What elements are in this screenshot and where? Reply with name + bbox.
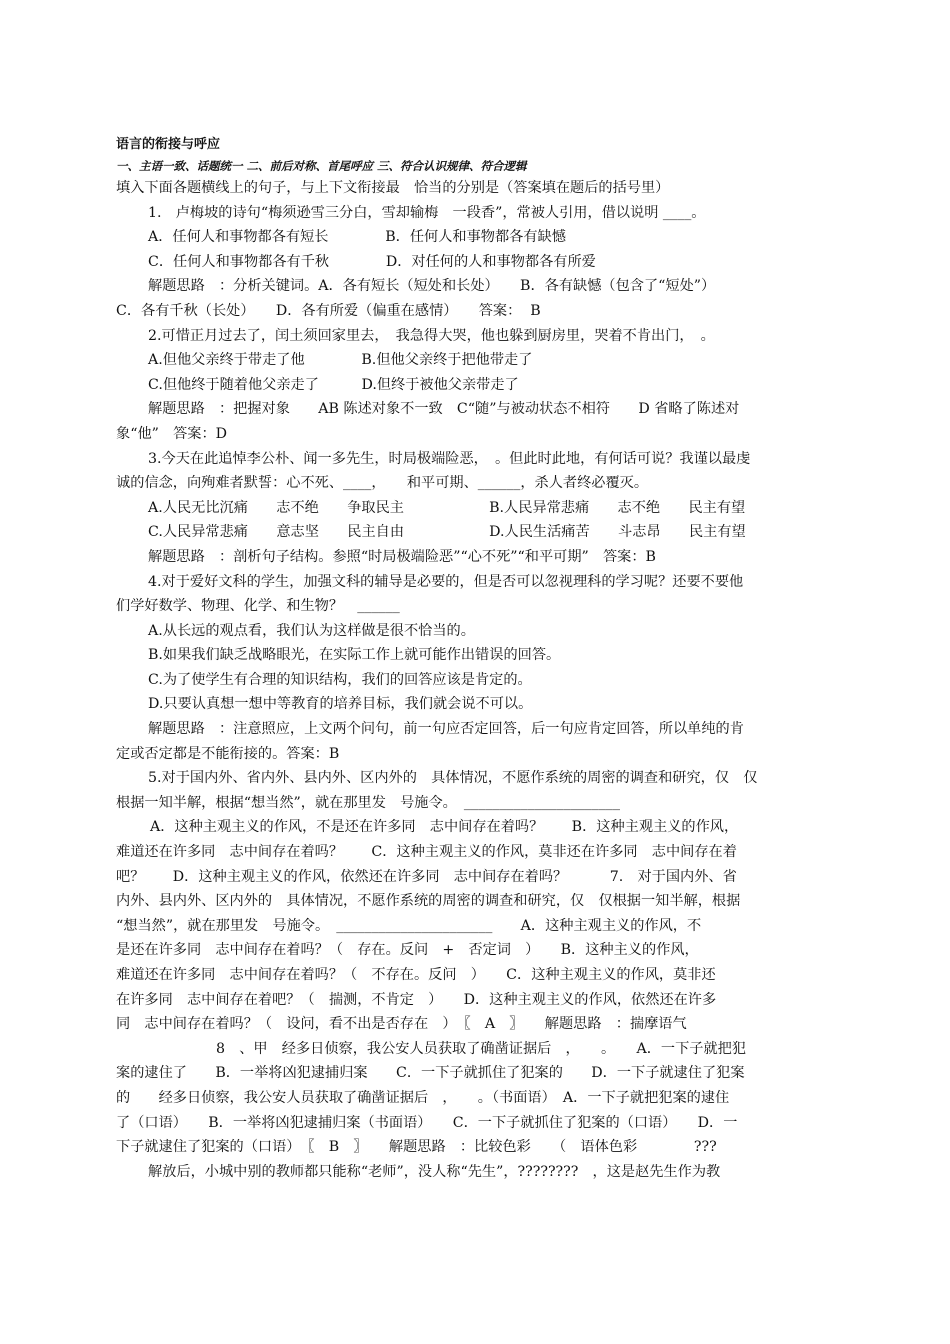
question-1-stem: 1. 卢梅坡的诗句“梅须逊雪三分白，雪却输梅 一段香”，常被人引用，借以说明 ____。	[148, 204, 706, 221]
instruction-line: 填入下面各题横线上的句子，与上下文衔接最 恰当的分别是（答案填在题后的括号里）	[116, 180, 670, 196]
question-7-line: 是还在许多同 志中间存在着吗？（ 存在。反问 + 否定词 ） B．这种主义的作风，	[116, 942, 699, 959]
question-3-stem: 3.今天在此追悼李公朴、闻一多先生，时局极端险恶， 。但此时此地，有何话可说？我谨以最虔	[148, 450, 751, 467]
question-1-analysis: 解题思路 ：分析关键词。A．各有短长（短处和长处） B．各有缺憾（包含了“短处”）	[148, 278, 716, 295]
document-title: 语言的衔接与呼应	[116, 137, 221, 152]
question-8-line: 的 经多日侦察，我公安人员获取了确凿证据后 ， 。（书面语） A．一下子就把犯案的逮住	[116, 1089, 730, 1106]
question-2-options-cd: C.但他终于随着他父亲走了 D.但终于被他父亲带走了	[148, 376, 519, 393]
question-2-answer: 象“他” 答案：D	[116, 425, 228, 442]
question-7-answer-line: 同 志中间存在着吗？（ 设问，看不出是否存在 ） 〖 A 〗 解题思路 ：揣摩语气	[116, 1016, 687, 1033]
question-8-line: 了（口语） B．一举将凶犯逮捕归案（书面语） C．一下子就抓住了犯案的（口语） D．一	[116, 1114, 738, 1131]
question-2-options-ab: A.但他父亲终于带走了他 B.但他父亲终于把他带走了	[148, 352, 533, 369]
question-1-options-ab: A．任何人和事物都各有短长 B．任何人和事物都各有缺憾	[148, 229, 566, 246]
question-3-options-cd: C.人民异常悲痛 意志坚 民主自由 D.人民生活痛苦 斗志昂 民主有望	[148, 524, 746, 541]
question-1-options-cd: C．任何人和事物都各有千秋 D．对任何的人和事物都各有所爱	[148, 253, 596, 270]
question-8-line: 案的逮住了 B．一举将凶犯逮捕归案 C．一下子就抓住了犯案的 D．一下子就逮住了犯案	[116, 1065, 745, 1082]
question-5-options-line: A．这种主观主义的作风，不是还在许多同 志中间存在着吗？ B．这种主观主义的作风，	[150, 819, 739, 836]
question-5-options-line: 难道还在许多同 志中间存在着吗？ C．这种主观主义的作风，莫非还在许多同 志中间存在着	[116, 844, 737, 861]
question-4-option-c: C.为了使学生有合理的知识结构，我们的回答应该是肯定的。	[148, 671, 532, 688]
question-8-answer-line: 下子就逮住了犯案的（口语） 〖 B 〗 解题思路 ：比较色彩 （ 语体色彩 ???	[116, 1139, 717, 1156]
question-4-option-d: D.只要认真想一想中等教育的培养目标，我们就会说不可以。	[148, 696, 533, 713]
question-3-analysis: 解题思路 ：剖析句子结构。参照“时局极端险恶”“心不死”“和平可期” 答案：B	[148, 548, 656, 565]
question-4-stem: 4.对于爱好文科的学生，加强文科的辅导是必要的，但是否可以忽视理科的学习呢？还要不要他	[148, 573, 744, 590]
question-1-answer: C．各有千秋（长处） D．各有所爱（偏重在感情） 答案： B	[116, 302, 541, 319]
question-4-stem-cont: 们学好数学、物理、化学、和生物？ ______	[116, 598, 400, 615]
question-8-stem: 8 、甲 经多日侦察，我公安人员获取了确凿证据后 ， 。 A．一下子就把犯	[216, 1040, 747, 1057]
document-subtitle: 一、主语一致、话题统一 二、前后对称、首尾呼应 三、符合认识规律、符合逻辑	[116, 159, 527, 173]
question-5-stem-cont: 根据一知半解，根据“想当然”，就在那里发 号施令。 ______________________	[116, 794, 620, 811]
question-5-options-line: 吧？ D．这种主观主义的作风，依然还在许多同 志中间存在着吗？ 7. 对于国内外、省	[116, 868, 737, 885]
question-9-stem: 解放后，小城中别的教师都只能称“老师”，没人称“先生”，???????? ，这是赵先生作为教	[148, 1163, 721, 1180]
question-2-analysis: 解题思路 ：把握对象 AB 陈述对象不一致 C“随”与被动状态不相符 D 省略了陈述对	[148, 401, 740, 418]
question-7-line: 内外、县内外、区内外的 具体情况，不愿作系统的周密的调查和研究，仅 仅根据一知半解，根据	[116, 893, 741, 910]
question-2-stem: 2.可惜正月过去了，闰土须回家里去， 我急得大哭，他也躲到厨房里，哭着不肯出门， 。	[148, 327, 715, 344]
question-4-analysis: 解题思路 ：注意照应，上文两个问句，前一句应否定回答，后一句应肯定回答，所以单纯的肯	[148, 721, 744, 738]
question-5-stem: 5.对于国内外、省内外、县内外、区内外的 具体情况，不愿作系统的周密的调查和研究，仅 仅	[148, 770, 758, 787]
question-4-answer: 定或否定都是不能衔接的。答案：B	[116, 745, 340, 762]
question-3-stem-cont: 诚的信念，向殉难者默誓：心不死、____， 和平可期、______，杀人者终必覆灭。	[116, 475, 649, 492]
question-4-option-b: B.如果我们缺乏战略眼光，在实际工作上就可能作出错误的回答。	[148, 647, 561, 664]
question-3-options-ab: A.人民无比沉痛 志不绝 争取民主 B.人民异常悲痛 志不绝 民主有望	[148, 499, 746, 516]
question-7-line: 难道还在许多同 志中间存在着吗？（ 不存在。反问 ） C．这种主观主义的作风，莫非还	[116, 967, 716, 983]
question-7-line: 在许多同 志中间存在着吧？（ 揣测，不肯定 ） D．这种主观主义的作风，依然还在许多	[116, 991, 717, 1008]
question-4-option-a: A.从长远的观点看，我们认为这样做是很不恰当的。	[148, 622, 475, 639]
question-7-line: “想当然”，就在那里发 号施令。 ______________________ A．这种主观主义的作风，不	[116, 917, 702, 934]
document-page	[116, 136, 840, 1184]
